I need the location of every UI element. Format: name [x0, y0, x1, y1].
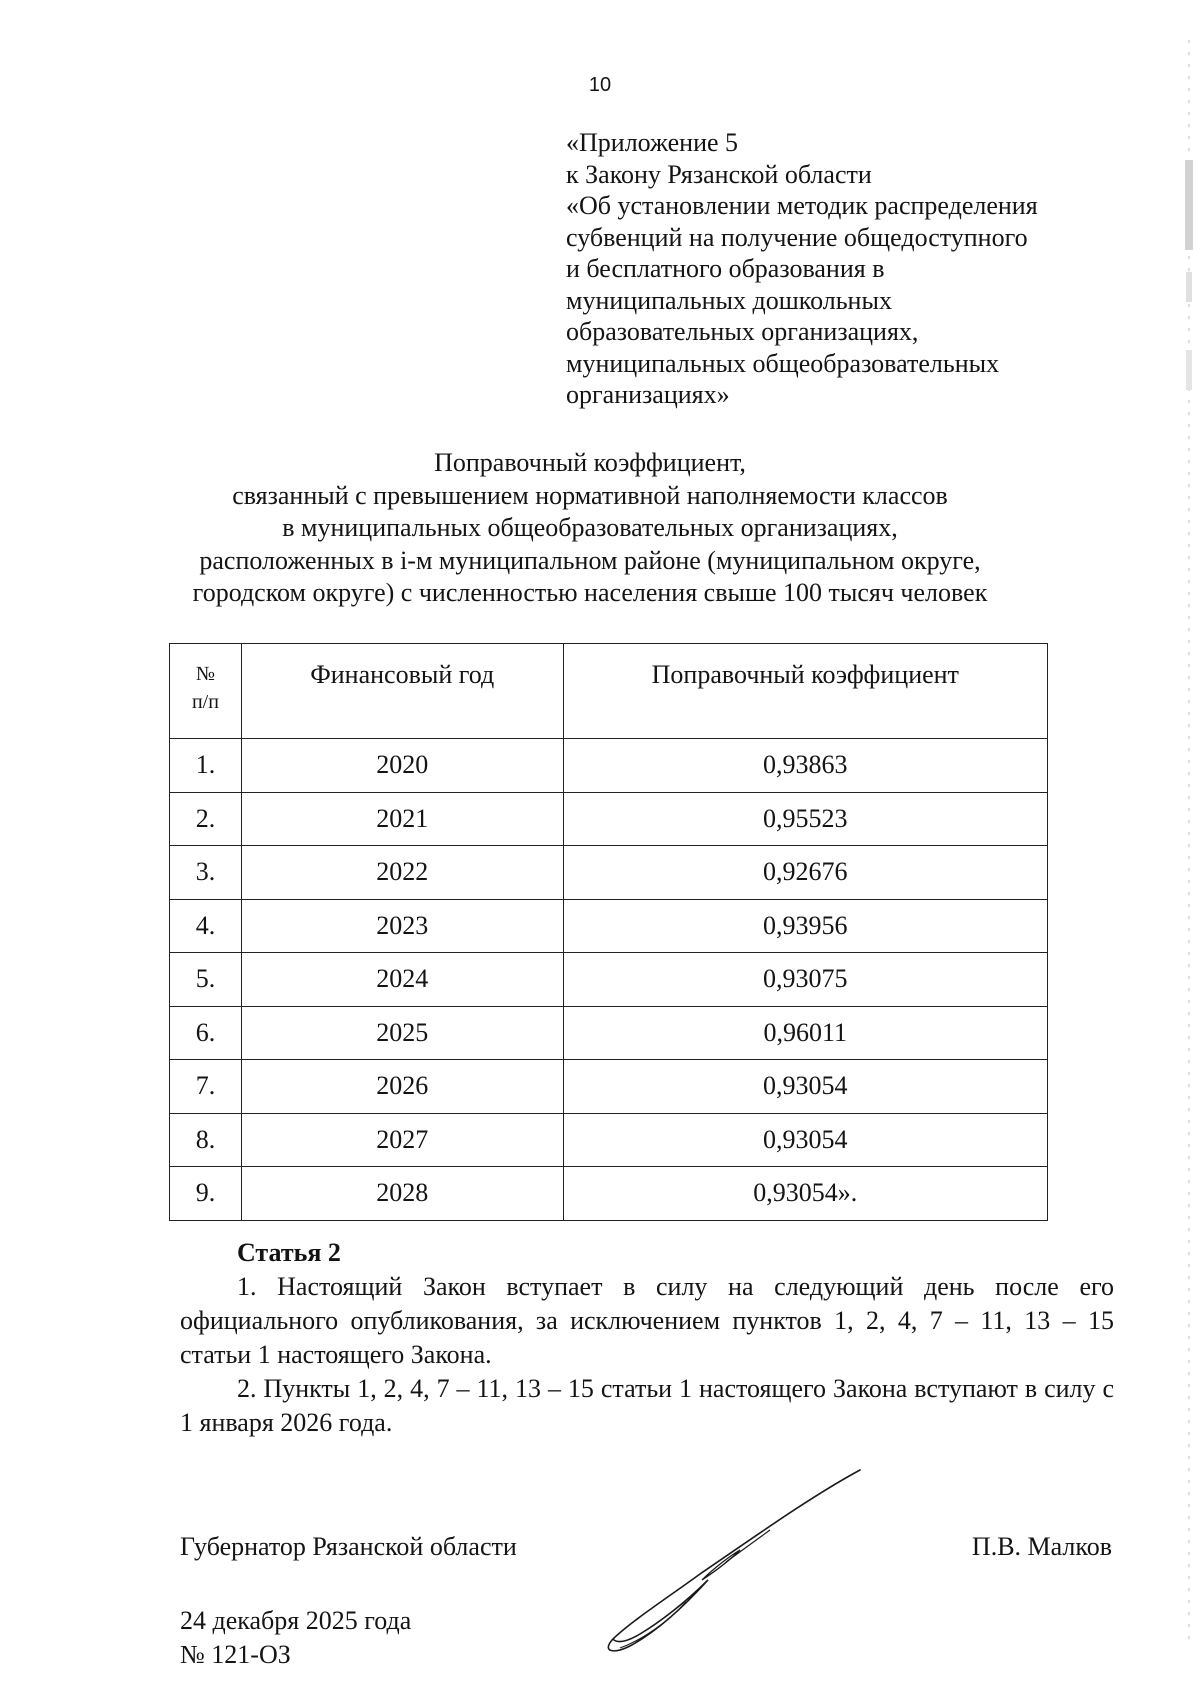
row-number: 7.: [170, 1060, 242, 1114]
document-title: [40, 447, 1140, 610]
handwritten-signature: [590, 1462, 870, 1662]
appendix-line: муниципальных дошкольных: [566, 285, 892, 315]
header-year: Финансовый год: [241, 644, 563, 739]
row-number: 6.: [170, 1006, 242, 1060]
row-number: 9.: [170, 1167, 242, 1221]
scan-edge-marks: [1183, 40, 1195, 1640]
row-number: 3.: [170, 846, 242, 900]
appendix-line: субвенций на получение общедоступного: [566, 222, 1028, 252]
article-paragraph: 2. Пункты 1, 2, 4, 7 – 11, 13 – 15 статьи 1 настоящего Закона вступают в силу с 1 января 2026 года.: [180, 1374, 1114, 1437]
row-year: 2026: [241, 1060, 563, 1114]
table-header-row: [170, 644, 1048, 739]
title-line: в муниципальных общеобразовательных организациях,: [282, 513, 898, 542]
signature-date: 24 декабря 2025 года: [180, 1606, 412, 1635]
appendix-line: образовательных организациях,: [566, 317, 919, 346]
row-number: 5.: [170, 953, 242, 1007]
article-section: [180, 1236, 1114, 1440]
row-year: 2025: [241, 1006, 563, 1060]
appendix-line: организациях»: [566, 380, 730, 409]
table-row: [170, 792, 1048, 846]
header-number-symbol: №: [195, 663, 215, 685]
title-line: связанный с превышением нормативной наполняемости классов: [232, 480, 948, 510]
appendix-line: к Закону Рязанской области: [566, 159, 872, 189]
table-row: [170, 899, 1048, 953]
page-number: 10: [588, 74, 612, 96]
table-row: [170, 739, 1048, 793]
row-year: 2027: [241, 1113, 563, 1167]
row-year: 2021: [241, 792, 563, 846]
row-year: 2028: [241, 1167, 563, 1221]
table-row: [170, 1167, 1048, 1221]
row-coefficient: 0,93054: [563, 1060, 1047, 1114]
row-coefficient: 0,92676: [563, 846, 1047, 900]
table-row: [170, 953, 1048, 1007]
header-coefficient: Поправочный коэффициент: [563, 644, 1047, 739]
title-line: Поправочный коэффициент,: [434, 448, 746, 477]
row-coefficient: 0,96011: [563, 1006, 1047, 1060]
law-number: № 121-ОЗ: [180, 1640, 291, 1669]
appendix-line: и бесплатного образования в: [566, 254, 885, 283]
signature-date-block: [180, 1604, 411, 1672]
table-row: [170, 1113, 1048, 1167]
row-year: 2023: [241, 899, 563, 953]
appendix-line: «Об установлении методик распределения: [566, 191, 1038, 220]
signatory-name: П.В. Малков: [971, 1532, 1112, 1561]
row-coefficient: 0,95523: [563, 792, 1047, 846]
row-number: 1.: [170, 739, 242, 793]
table-row: [170, 1060, 1048, 1114]
title-line: городском округе) с численностью населения свыше 100 тысяч человек: [192, 578, 988, 607]
appendix-reference: [566, 127, 1126, 411]
signatory-role: Губернатор Рязанской области: [180, 1532, 517, 1561]
row-coefficient: 0,93956: [563, 899, 1047, 953]
table-row: [170, 1006, 1048, 1060]
title-line: расположенных в i-м муниципальном районе (муниципальном округе,: [199, 545, 981, 575]
appendix-line: муниципальных общеобразовательных: [566, 348, 1000, 378]
row-number: 8.: [170, 1113, 242, 1167]
row-coefficient: 0,93054: [563, 1113, 1047, 1167]
appendix-line: «Приложение 5: [566, 128, 739, 157]
table-row: [170, 846, 1048, 900]
header-number-abbr: п/п: [191, 691, 219, 713]
row-coefficient: 0,93054».: [563, 1167, 1047, 1221]
header-number: [170, 644, 242, 739]
article-heading: Статья 2: [237, 1238, 341, 1267]
row-coefficient: 0,93863: [563, 739, 1047, 793]
coefficient-table: [169, 643, 1048, 1221]
row-year: 2024: [241, 953, 563, 1007]
row-coefficient: 0,93075: [563, 953, 1047, 1007]
row-year: 2020: [241, 739, 563, 793]
row-number: 4.: [170, 899, 242, 953]
row-number: 2.: [170, 792, 242, 846]
article-paragraph: 1. Настоящий Закон вступает в силу на следующий день после его официального опубликования, за исключением пунктов 1, 2, 4, 7 – 11, 13 – 15 статьи 1 настоящего Закона.: [180, 1272, 1114, 1369]
row-year: 2022: [241, 846, 563, 900]
